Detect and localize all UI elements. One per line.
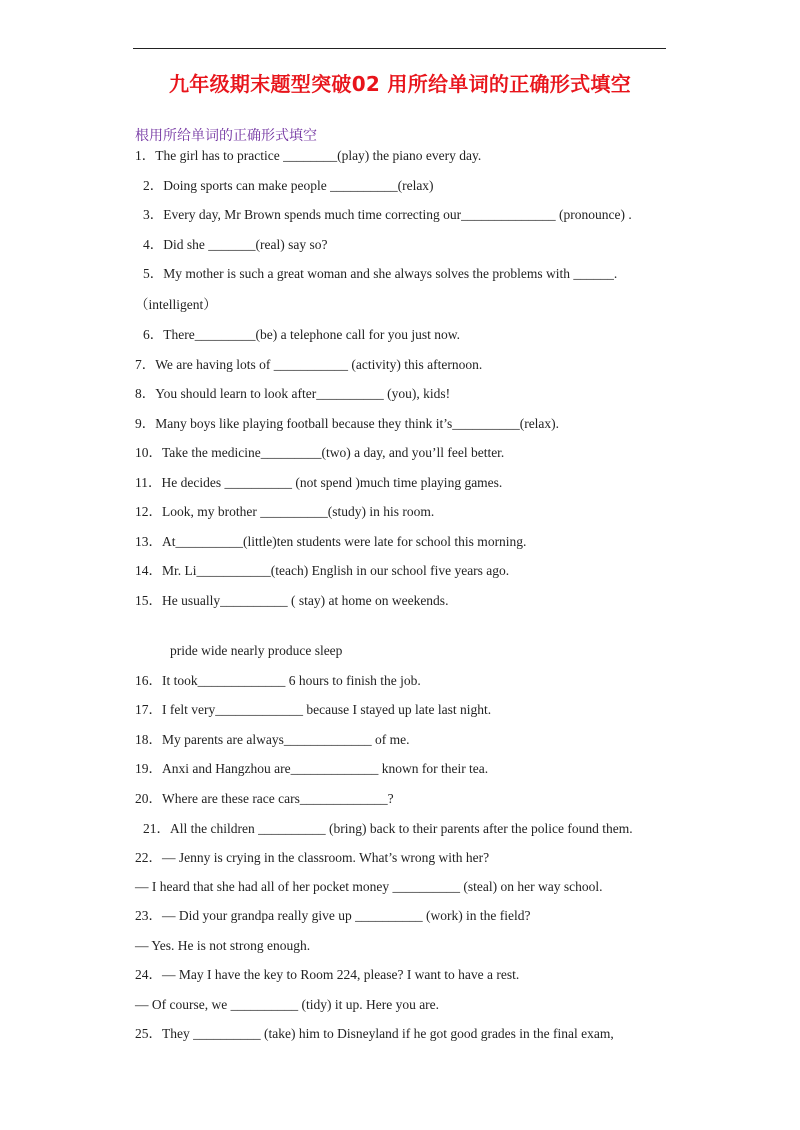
word-bank: pride wide nearly produce sleep [170,643,343,658]
question-line: 13．At__________(little)ten students were late for school this morning. [135,534,527,549]
question-line: 12．Look, my brother __________(study) in his room. [135,504,435,519]
question-line: 10．Take the medicine_________(two) a day, and you’ll feel better. [135,445,505,460]
question-line: 2．Doing sports can make people __________(relax) [143,178,434,193]
question-line: — I heard that she had all of her pocket money __________ (steal) on her way school. [135,879,603,894]
page-title: 九年级期末题型突破02 用所给单词的正确形式填空 [169,72,631,96]
question-line: 24．— May I have the key to Room 224, please? I want to have a rest. [135,967,520,982]
question-line: 20．Where are these race cars_____________? [135,791,394,806]
question-line: 14．Mr. Li___________(teach) English in our school five years ago. [135,563,510,578]
question-line: 9．Many boys like playing football because they think it’s__________(relax). [135,416,560,431]
question-line: — Of course, we __________ (tidy) it up. Here you are. [135,997,440,1012]
question-line: 8．You should learn to look after__________ (you), kids! [135,386,451,401]
question-line: （intelligent） [135,297,217,312]
question-line: 11．He decides __________ (not spend )much time playing games. [135,475,503,490]
section-title: 根用所给单词的正确形式填空 [135,128,317,144]
question-line: 17．I felt very_____________ because I stayed up late last night. [135,702,492,717]
question-line: 19．Anxi and Hangzhou are_____________ known for their tea. [135,761,489,776]
question-line: 7．We are having lots of ___________ (activity) this afternoon. [135,357,483,372]
question-line: 16．It took_____________ 6 hours to finish the job. [135,673,421,688]
question-line: 22．— Jenny is crying in the classroom. What’s wrong with her? [135,850,490,865]
question-line: 4．Did she _______(real) say so? [143,237,328,252]
question-line: 15．He usually__________ ( stay) at home on weekends. [135,593,449,608]
question-line: 23．— Did your grandpa really give up __________ (work) in the field? [135,908,531,923]
top-rule [133,48,666,49]
question-line: 25．They __________ (take) him to Disneyland if he got good grades in the final exam, [135,1026,614,1041]
question-line: — Yes. He is not strong enough. [135,938,311,953]
question-line: 6．There_________(be) a telephone call for you just now. [143,327,461,342]
question-line: 5．My mother is such a great woman and she always solves the problems with ______. [143,266,618,281]
question-line: 3．Every day, Mr Brown spends much time correcting our______________ (pronounce) . [143,207,632,222]
question-line: 1．The girl has to practice ________(play) the piano every day. [135,148,482,163]
question-line: 18．My parents are always_____________ of me. [135,732,410,747]
question-line: 21．All the children __________ (bring) back to their parents after the police found them. [143,821,633,836]
